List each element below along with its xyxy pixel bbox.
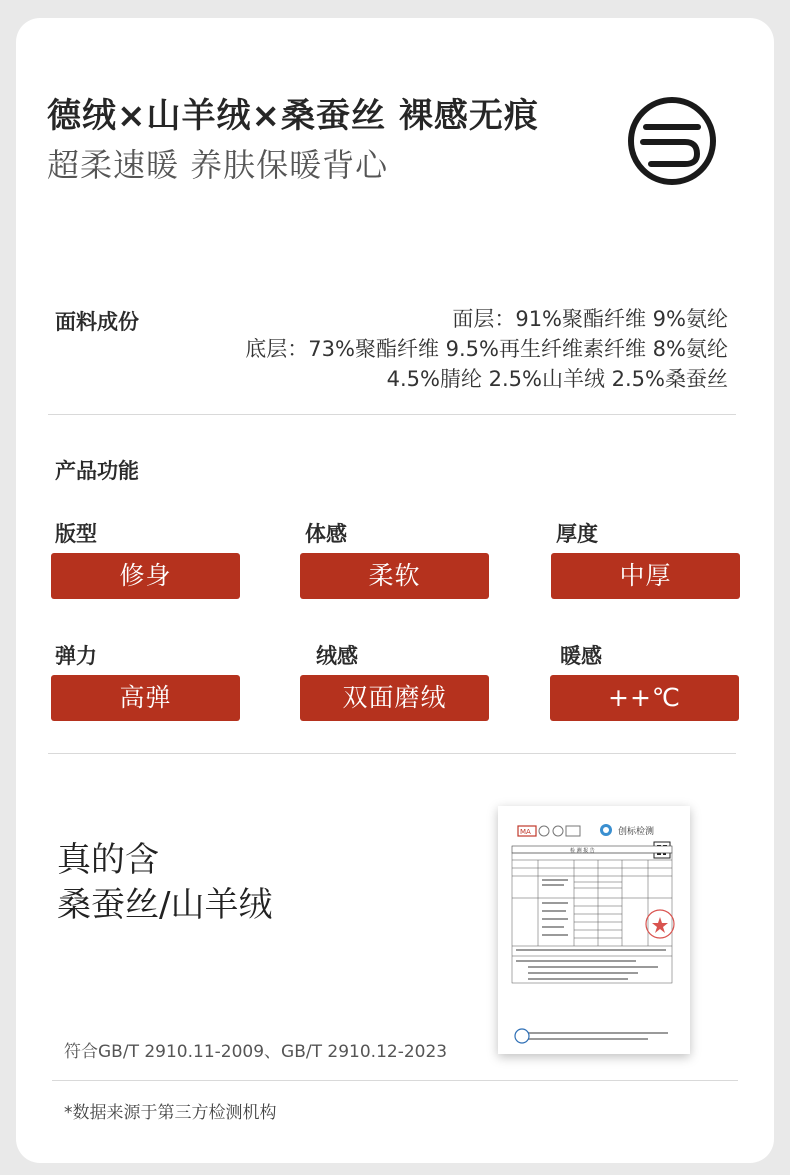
fabric-line: 4.5%腈纶 2.5%山羊绒 2.5%桑蚕丝 bbox=[386, 367, 728, 391]
feature-value-badge: 双面磨绒 bbox=[300, 675, 489, 721]
feature-name: 绒感 bbox=[316, 644, 358, 668]
fabric-line: 底层：73%聚酯纤维 9.5%再生纤维素纤维 8%氨纶 bbox=[245, 337, 728, 361]
source-note: *数据来源于第三方检测机构 bbox=[64, 1103, 277, 1123]
divider bbox=[48, 414, 736, 415]
feature-name: 厚度 bbox=[556, 522, 598, 546]
feature-value-badge: 高弹 bbox=[51, 675, 240, 721]
feature-name: 版型 bbox=[55, 522, 97, 546]
report-heading: 检 测 报 告 bbox=[570, 848, 595, 854]
fabric-label: 面料成份 bbox=[55, 310, 139, 334]
proof-heading-line-1: 真的含 bbox=[57, 840, 159, 880]
feature-value-badge: 柔软 bbox=[300, 553, 489, 599]
proof-heading-line-2: 桑蚕丝/山羊绒 bbox=[57, 885, 273, 925]
svg-text:MA: MA bbox=[520, 828, 531, 836]
divider bbox=[48, 753, 736, 754]
feature-name: 弹力 bbox=[55, 644, 97, 668]
report-title: 创标检测 bbox=[618, 827, 655, 837]
feature-value-badge: 中厚 bbox=[551, 553, 740, 599]
feature-value-badge: 修身 bbox=[51, 553, 240, 599]
brand-logo-icon bbox=[627, 96, 717, 186]
title-line-2: 超柔速暖 养肤保暖背心 bbox=[47, 146, 389, 184]
fabric-line: 面层：91%聚酯纤维 9%氨纶 bbox=[452, 307, 728, 331]
feature-name: 暖感 bbox=[560, 644, 602, 668]
features-label: 产品功能 bbox=[55, 459, 139, 483]
title-line-1: 德绒×山羊绒×桑蚕丝 裸感无痕 bbox=[47, 96, 539, 136]
test-report-image bbox=[498, 806, 690, 1054]
feature-value-badge: ++℃ bbox=[550, 675, 739, 721]
divider bbox=[52, 1080, 738, 1081]
standard-text: 符合GB/T 2910.11-2009、GB/T 2910.12-2023 bbox=[64, 1042, 448, 1062]
feature-name: 体感 bbox=[305, 522, 347, 546]
test-report-drawing bbox=[498, 806, 690, 1054]
fabric-composition bbox=[245, 304, 728, 394]
